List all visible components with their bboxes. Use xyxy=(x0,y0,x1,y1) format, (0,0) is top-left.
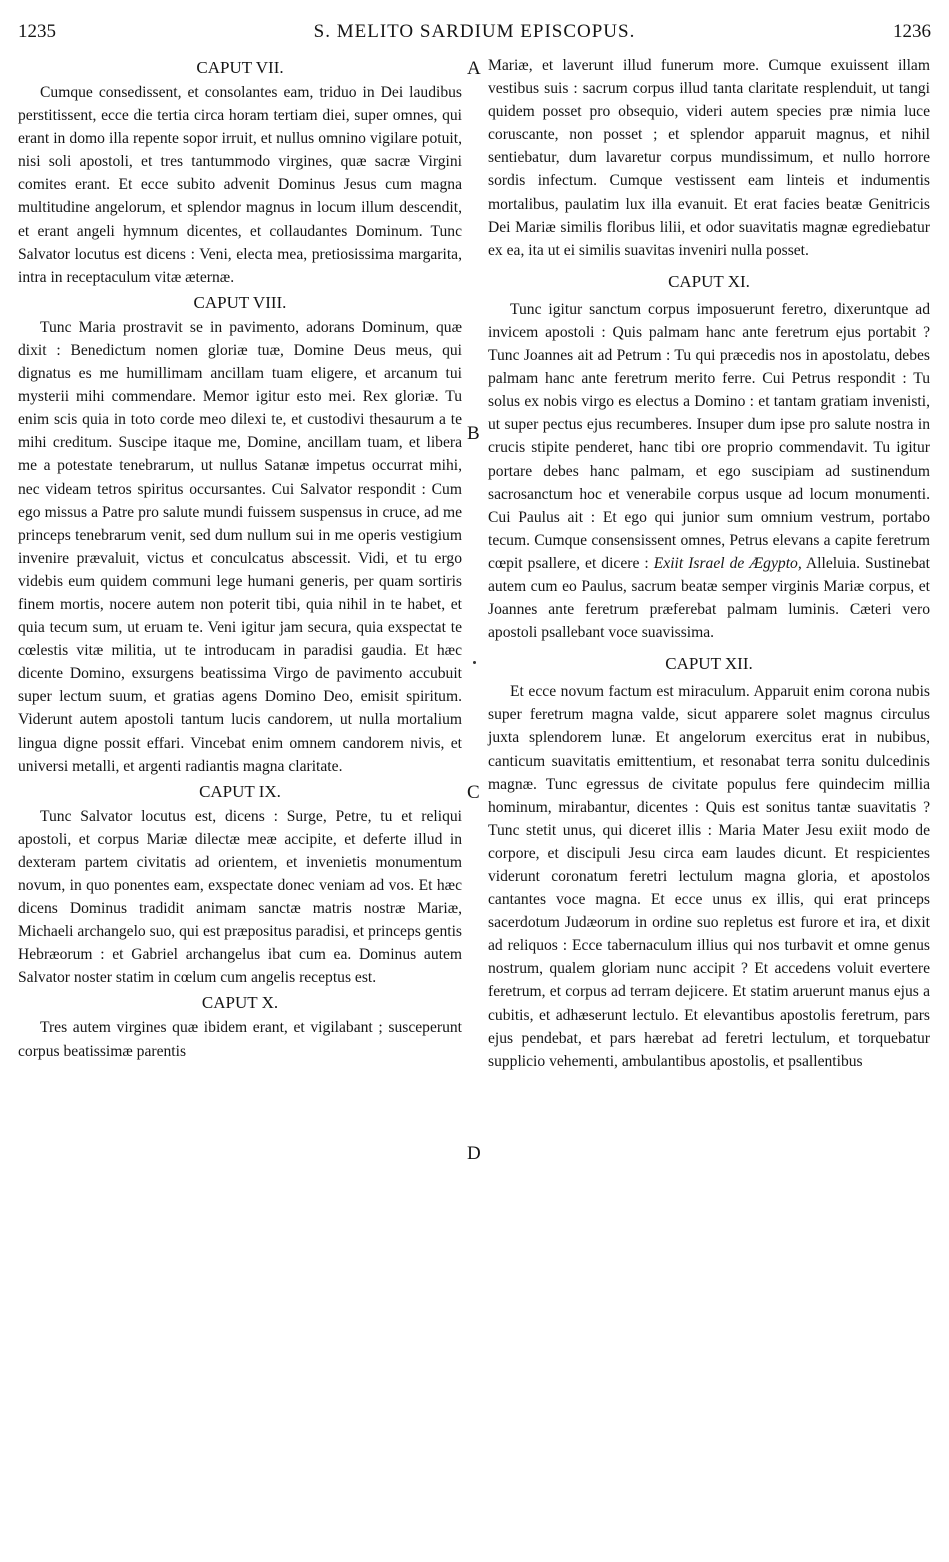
caput-x-text: Tres autem virgines quæ ibidem erant, et vigilabant ; susceperunt corpus beatissimæ parentis xyxy=(18,1019,462,1060)
margin-marker-c: C xyxy=(467,782,480,803)
running-title: S. MELITO SARDIUM EPISCOPUS. xyxy=(313,21,636,42)
margin-marker-b: B xyxy=(467,423,480,444)
caput-xii-heading: CAPUT XII. xyxy=(665,654,753,674)
caput-viii-text: Tunc Maria prostravit se in pavimento, adorans Dominum, quæ dixit : Benedictum nomen gloriæ tuæ, Domine Deus meus, qui dignatus es me humillimam ancillam tuam eligere, et arcanum tui mysterii mihi commendare. Memor igitur esto mei. Rex gloriæ. Tu enim scis quia in toto corde meo dilexi te, et custodivi thesaurum a te mihi creditum. Suscipe itaque me, Domine, ancillam tuam, et libera me a potestate tenebrarum, ut nullus Satanæ impetus occurrat mihi, nec videam tetros spiritus occursantes. Cui Salvator respondit : Cum ego missus a Patre pro salute mundi fuissem suspensus in cruce, ad me princeps tenebrarum venit, sed dum nullum sui in me operis vestigium invenire prævaluit, victus et conculcatus abscessit. Vidi, et tu ergo videbis eum quidem communi lege humani generis, per quam sortiris finem mortis, nocere autem non poterit tibi, quia nihil in te habet, et quia tecum sum, ut eruam te. Veni igitur jam secura, quia exspectat te cœlestis vitæ militia, ut te introducam in paradisi gaudia. Et hæc dicente Domino, exsurgens beatissima Virgo de pavimento accubuit super lectum suum, et gratias agens Domino Deo, emisit spiritum. Viderunt autem apostoli tantum lucis candorem, ut nulla mortalium lingua digne possit effari. Vincebat enim omnem candorem nivis, et universi metalli, et argenti radiantis magna claritate. xyxy=(18,318,462,775)
caput-vii-text: Cumque consedissent, et consolantes eam, triduo in Dei laudibus perstitissent, ecce die tertia circa horam tertiam diei, super omnes, qui erant in domo illa repente sopor irruit, et nullus omnino vigilare potuit, nisi soli apostoli, et tres tantummodo virgines, quæ sacræ Virgini comites erant. Et ecce subito advenit Dominus Jesus cum magna multitudine angelorum, et splendor magnus in locum illum descendit, et erant angeli hymnum dicentes, et collaudantes Dominum. Tunc Salvator locutus est dicens : Veni, electa mea, pretiosissima margarita, intra in receptaculum vitæ æternæ. xyxy=(18,84,462,286)
caput-ix-text: Tunc Salvator locutus est, dicens : Surge, Petre, tu et reliqui apostoli, et corpus Mariæ dilectæ meæ accipite, et deferte illud in dexteram partem civitatis ad orientem, et invenietis monumentum novum, in quo ponentes eam, exspectate donec veniam ad vos. Et hæc dicens Dominus tradidit animam sanctæ matris nostræ Mariæ, Michaeli archangelo suo, qui est præpositus paradisi, et princeps gentis Hebræorum : et Gabriel archangelus ibat cum ea. Dominus autem Salvator noster statim in cœlum cum angelis receptus est. xyxy=(18,807,462,987)
margin-dot xyxy=(473,661,476,664)
caput-viii-heading: CAPUT VIII. xyxy=(193,292,287,312)
caput-vii-heading: CAPUT VII. xyxy=(196,58,284,77)
caput-xi-heading: CAPUT XI. xyxy=(668,271,750,291)
caput-xi-quote: Exiit Israel de Ægypto, xyxy=(653,554,802,572)
caput-xi-text-after: Alleluia. Sustinebat autem cum eo Paulus, sacrum beatæ semper virginis Mariæ corpus, et Joannes ante feretrum præferebat palmam luminis. Cæteri vero apostoli psallebant voce suavissima. xyxy=(488,554,930,642)
left-column xyxy=(18,54,462,1063)
caput-xi-text xyxy=(488,298,930,644)
caput-x-continuation: Mariæ, et laverunt illud funerum more. Cumque exuissent illam vestibus suis : sacrum corpus illud tanta claritate resplenduit, ut tangi quidem posset pro obsequio, videri autem species præ nimia luce coruscante, non posset ; et splendor apparuit magnus, et nihil sentiebatur, dum lavaretur corpus mundissimum, et nullo horrore sordis infectum. Cumque vestissent eam linteis et indumentis mortalibus, paulatim lux illa evanuit. Et erat facies beatæ Genitricis Dei Mariæ similis floribus lilii, et odor suavitatis magnæ egrediebatur ex ea, ita ut ei similis suavitas inveniri nulla posset. xyxy=(488,57,930,259)
page-number-right: 1236 xyxy=(893,21,931,42)
page-number-left: 1235 xyxy=(18,21,56,42)
right-column xyxy=(488,54,930,1073)
caput-x-heading: CAPUT X. xyxy=(201,993,279,1013)
caput-xii-text: Et ecce novum factum est miraculum. Apparuit enim corona nubis super feretrum magna valde, sicut apparere solet magnus circulus juxta splendorem lunæ. Et angelorum exercitus erat in nubibus, canticum suavitatis emittentium, et resonabat terra sonitu dulcedinis magnæ. Tunc egressus de civitate populus fere quindecim millia hominum, mirabantur, dicentes : Quis est sonitus tantæ suavitatis ? Tunc stetit unus, qui diceret illis : Maria Mater Jesu exiit modo de corpore, et discipuli Jesu circa eam laudes dicunt. Et respicientes viderunt coronatum feretri lectulum magna gloria, et apostolos cantantes voce magna. Et ecce unus ex illis, qui erat princeps sacerdotum Judæorum in ordine suo repletus est furore et ira, et dixit ad reliquos : Ecce tabernaculum illius qui nos turbavit et omne genus nostrum, qualem gloriam nunc accipit ? Et accedens voluit evertere feretrum, et corpus ad terram dejicere. Et statim aruerunt manus ejus a cubitis, et adhæserunt lectulo. Et elevantibus apostolis feretrum, pars ejus pendebat, et pars hærebat ad feretri lectulum, et torquebatur supplicio vehementi, ambulantibus apostolis, et psallentibus xyxy=(488,683,930,1070)
caput-ix-heading: CAPUT IX. xyxy=(199,781,281,801)
margin-marker-a: A xyxy=(467,58,481,79)
caput-xi-text-before: Tunc igitur sanctum corpus imposuerunt feretro, dixeruntque ad invicem apostoli : Quis palmam hanc ante feretrum ejus portabit ? Tunc Joannes ait ad Petrum : Tu qui præcedis nos in apostolatu, debes palmam hanc ante feretrum merito ferre. Cui Petrus respondit : Tu solus ex nobis virgo es electus a Domino : et tantam gratiam invenisti, ut super pectus ejus recumberes. Insuper dum ipse pro salute nostra in crucis stipite penderet, hanc tibi ore proprio commendavit. Tu igitur portare debes hanc palmam, et ego suscipiam ad sustinendum sacrosanctum hoc et venerabile corpus usque ad locum monumenti. Cui Paulus ait : Et ego qui junior sum omnium vestrum, portabo tecum. Cumque consensissent omnes, Petrus elevans a capite feretrum cœpit psallere, et dicere : xyxy=(488,300,930,572)
margin-marker-d: D xyxy=(467,1143,481,1164)
